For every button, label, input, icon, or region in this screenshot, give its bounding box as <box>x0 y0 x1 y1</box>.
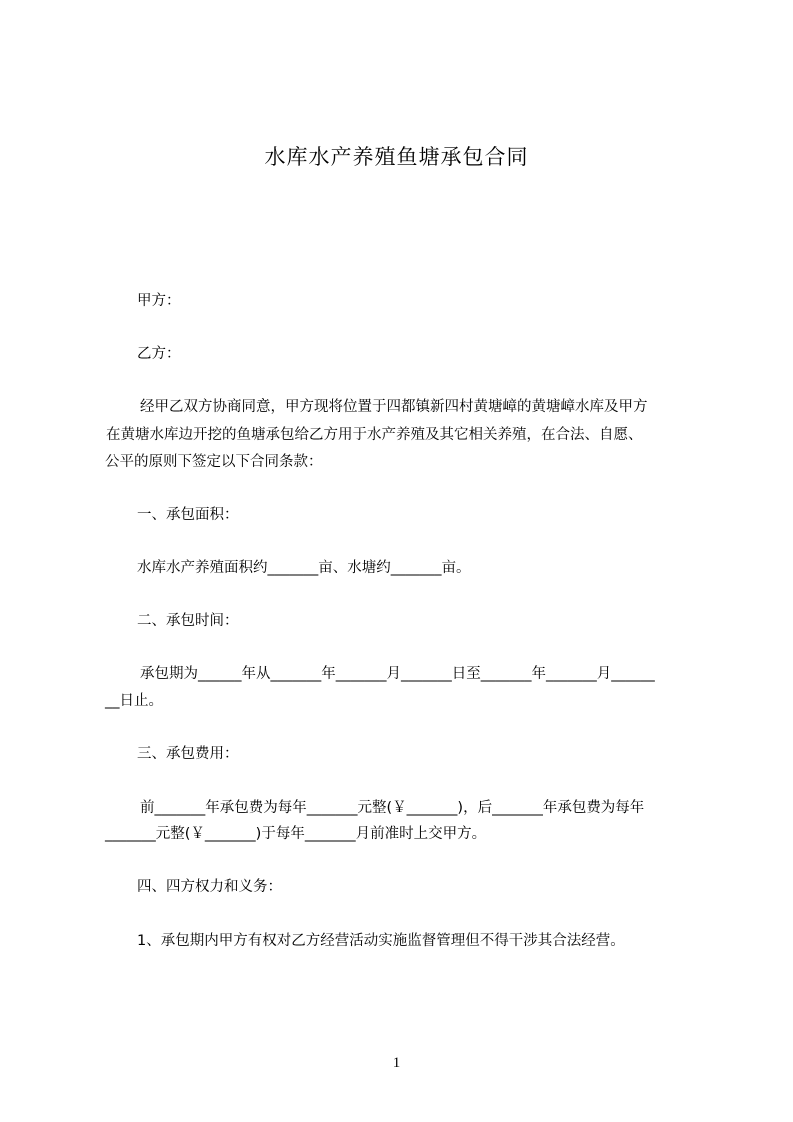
section-4-item-1: 1、承包期内甲方有权对乙方经营活动实施监督管理但不得干涉其合法经营。 <box>137 933 625 949</box>
section-3-body-line-1: 前_______年承包费为每年_______元整(￥_______)，后_______年承包费为每年 <box>140 800 645 816</box>
section-1-body: 水库水产养殖面积约_______亩、水塘约_______亩。 <box>137 560 471 576</box>
section-4-heading: 四、四方权力和义务： <box>137 879 282 895</box>
party-a-label: 甲方： <box>137 293 181 309</box>
section-2-body-line-1: 承包期为______年从_______年_______月_______日至_______年_______月______ <box>140 666 655 682</box>
party-b-label: 乙方： <box>137 346 181 362</box>
document-title: 水库水产养殖鱼塘承包合同 <box>264 145 529 169</box>
section-3-body-line-2: _______元整(￥_______)于每年_______月前准时上交甲方。 <box>105 826 487 842</box>
section-3-heading: 三、承包费用： <box>137 746 239 762</box>
page-number: 1 <box>392 1055 401 1071</box>
section-2-body-line-2: __日止。 <box>105 693 163 709</box>
intro-line-1: 经甲乙双方协商同意，甲方现将位置于四都镇新四村黄塘嶂的黄塘嶂水库及甲方 <box>140 399 648 415</box>
intro-line-3: 公平的原则下签定以下合同条款： <box>105 454 323 470</box>
section-2-heading: 二、承包时间： <box>137 613 239 629</box>
section-1-heading: 一、承包面积： <box>137 507 239 523</box>
intro-line-2: 在黄塘水库边开挖的鱼塘承包给乙方用于水产养殖及其它相关养殖，在合法、自愿、 <box>106 427 643 443</box>
